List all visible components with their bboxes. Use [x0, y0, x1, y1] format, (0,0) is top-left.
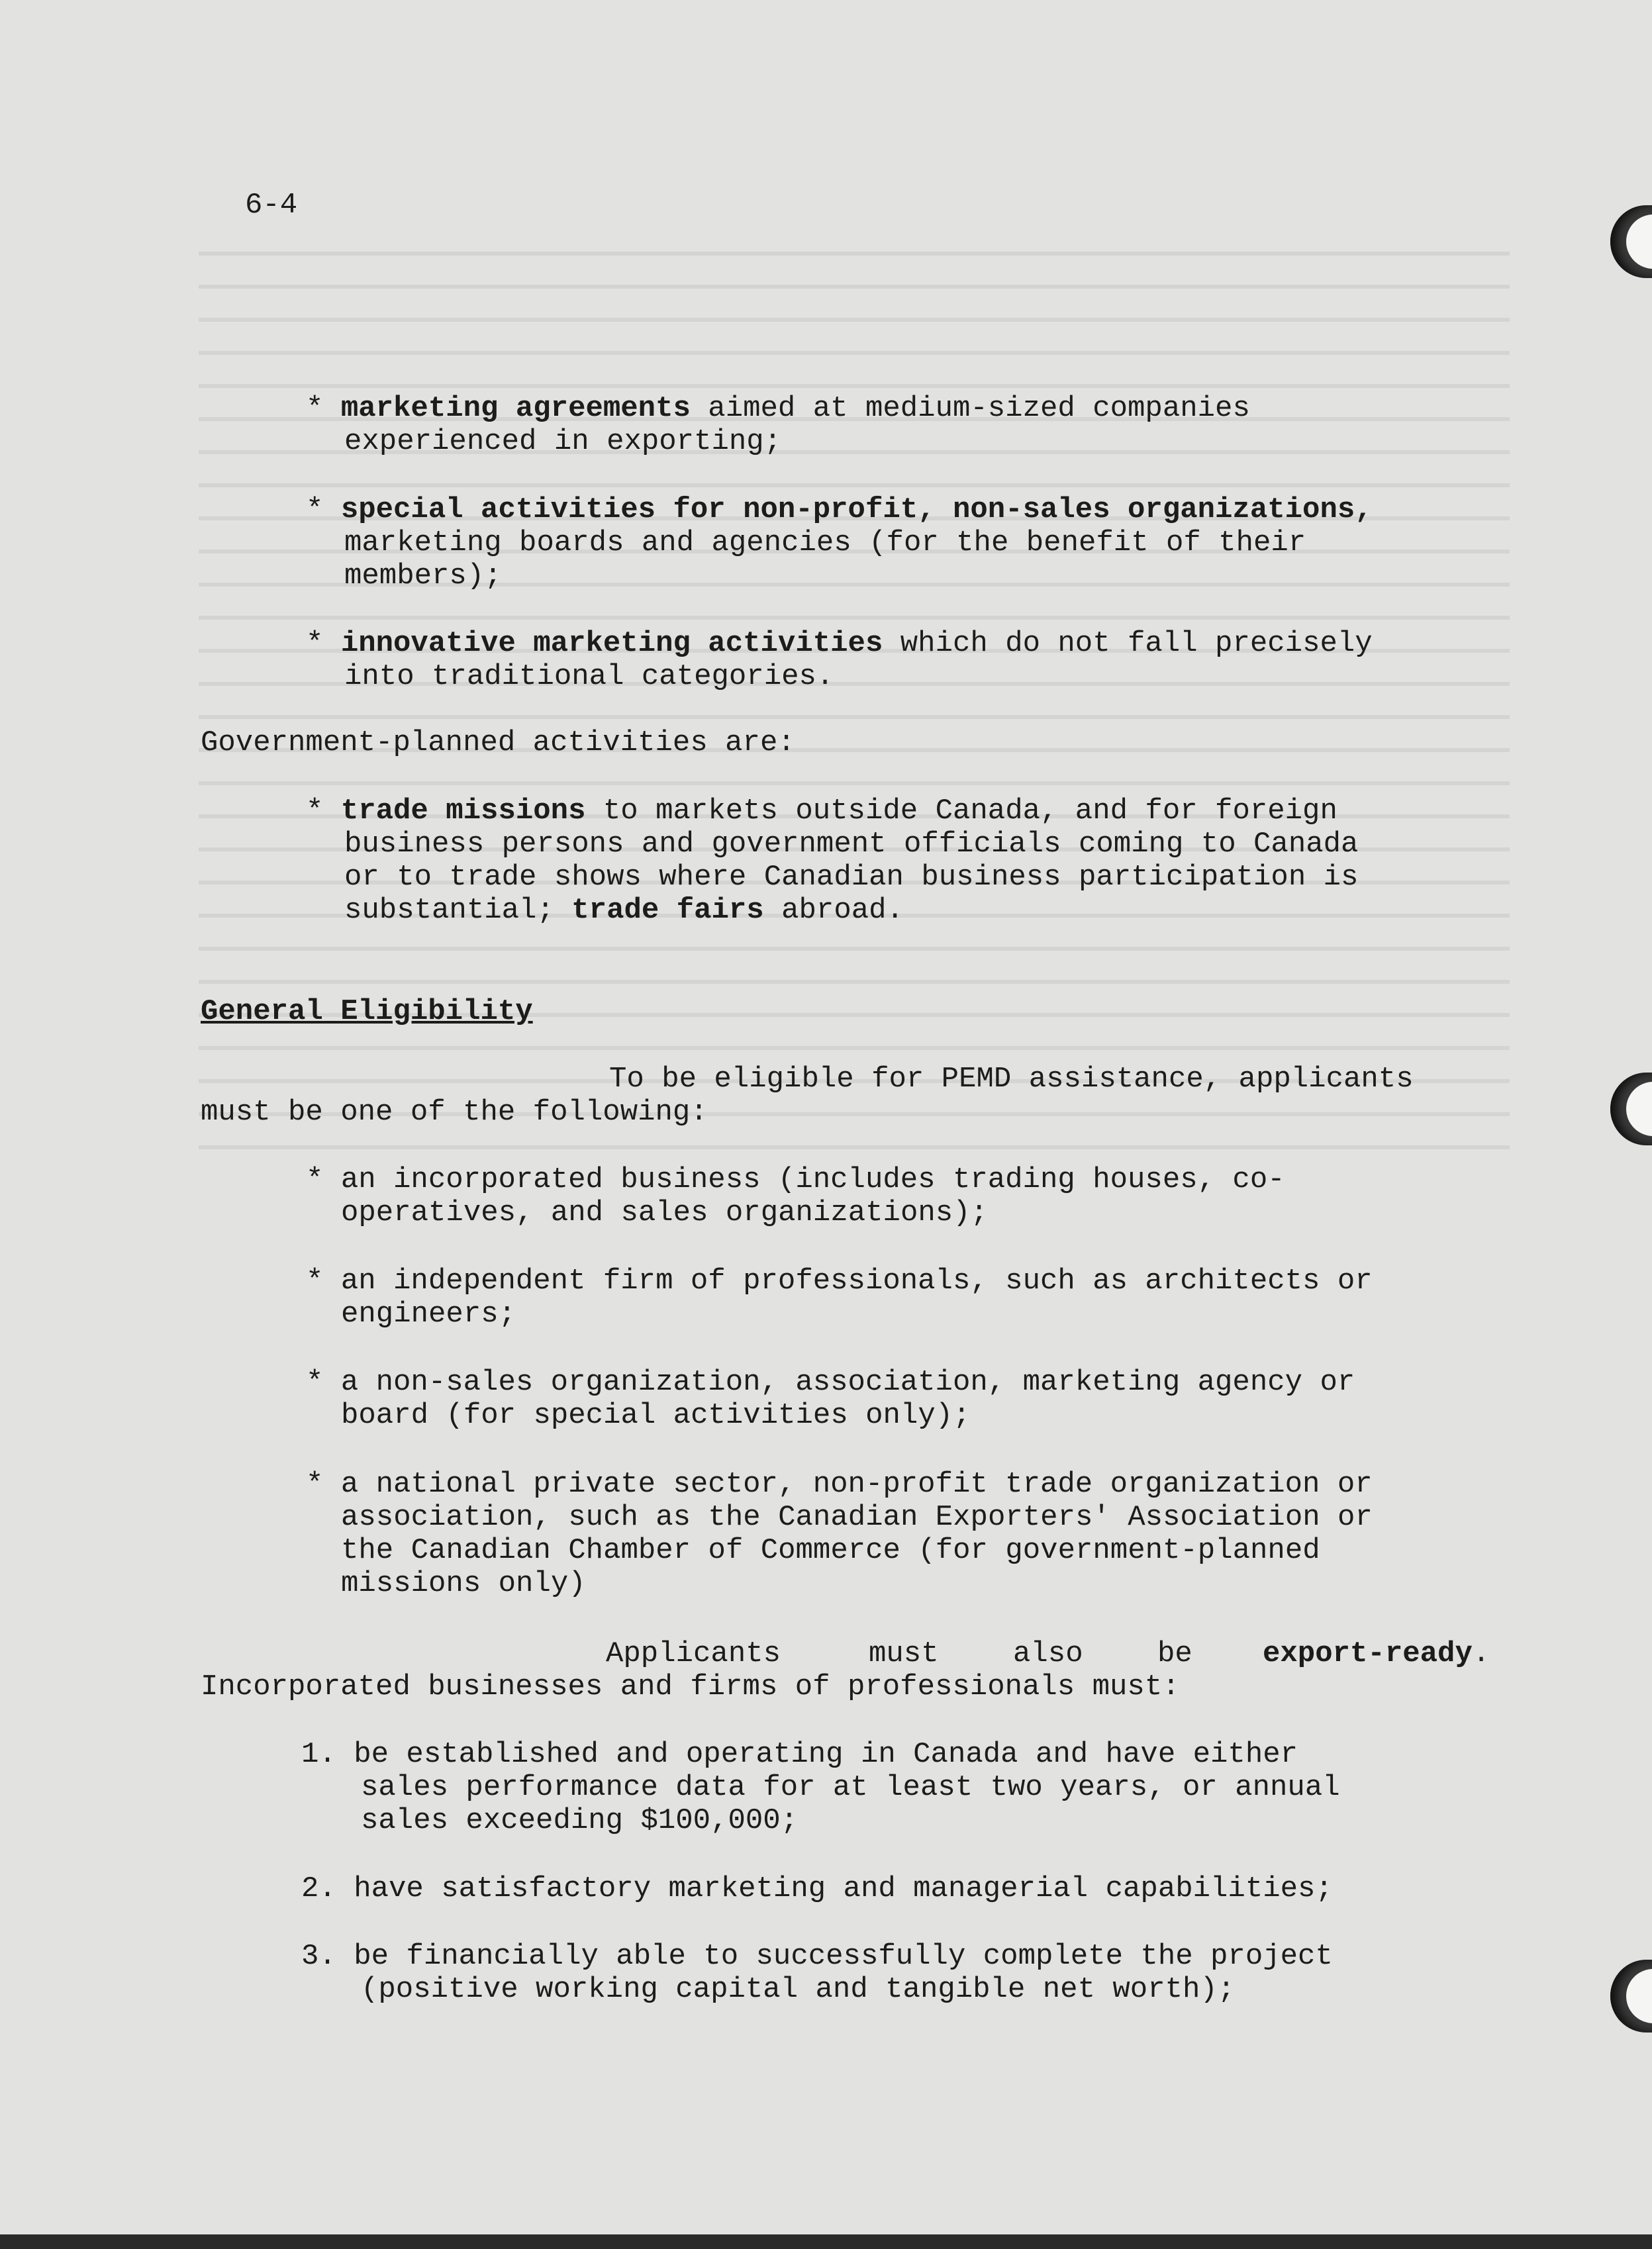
bullet-special-activities: * special activities for non-profit, non-sales organizations,: [306, 493, 1373, 526]
numbered-item-line: sales exceeding $100,000;: [361, 1804, 799, 1837]
page-number: 6-4: [245, 189, 298, 222]
numbered-item-line: sales performance data for at least two years, or annual: [361, 1771, 1340, 1804]
bullet-innovative-marketing: * innovative marketing activities which do not fall precisely: [306, 627, 1373, 660]
eligibility-item-line: board (for special activities only);: [341, 1399, 971, 1432]
punch-hole-top: [1610, 205, 1652, 278]
scan-bottom-edge: [0, 2234, 1652, 2249]
bullet-line: into traditional categories.: [344, 660, 834, 693]
punch-hole-bottom: [1610, 1960, 1652, 2033]
export-ready-word: must: [869, 1637, 939, 1670]
bullet-marketing-agreements: * marketing agreements aimed at medium-sized companies: [306, 392, 1250, 425]
eligibility-paragraph: must be one of the following:: [201, 1096, 708, 1129]
bullet-line: experienced in exporting;: [344, 425, 782, 458]
bullet-line: marketing boards and agencies (for the benefit of their: [344, 526, 1306, 559]
punch-hole-middle: [1610, 1073, 1652, 1145]
bullet-line: business persons and government officials coming to Canada: [344, 828, 1359, 861]
export-ready-word: Applicants: [606, 1637, 781, 1670]
eligibility-item-line: missions only): [341, 1567, 586, 1600]
eligibility-item-line: operatives, and sales organizations);: [341, 1196, 988, 1229]
export-ready-term: export-ready.: [1263, 1637, 1490, 1670]
bullet-line: substantial; trade fairs abroad.: [344, 894, 904, 927]
eligibility-item-line: association, such as the Canadian Exporters' Association or: [341, 1501, 1373, 1534]
export-ready-word: also: [1013, 1637, 1083, 1670]
eligibility-paragraph: To be eligible for PEMD assistance, applicants: [609, 1063, 1414, 1096]
numbered-item-2: 2. have satisfactory marketing and managerial capabilities;: [301, 1872, 1333, 1905]
bleed-through-texture: [199, 252, 1510, 1178]
export-ready-line2: Incorporated businesses and firms of professionals must:: [201, 1670, 1180, 1703]
section-heading-general-eligibility: General Eligibility: [201, 995, 533, 1028]
bullet-line: or to trade shows where Canadian business participation is: [344, 861, 1359, 894]
eligibility-item: * an incorporated business (includes trading houses, co-: [306, 1163, 1285, 1196]
gov-planned-intro: Government-planned activities are:: [201, 726, 795, 759]
eligibility-item: * a national private sector, non-profit trade organization or: [306, 1468, 1373, 1501]
eligibility-item-line: the Canadian Chamber of Commerce (for government-planned: [341, 1534, 1320, 1567]
eligibility-item: * a non-sales organization, association, marketing agency or: [306, 1366, 1355, 1399]
bullet-line: members);: [344, 559, 502, 593]
bullet-trade-missions: * trade missions to markets outside Canada, and for foreign: [306, 794, 1337, 828]
numbered-item-3: 3. be financially able to successfully complete the project: [301, 1940, 1333, 1973]
numbered-item-line: (positive working capital and tangible net worth);: [361, 1973, 1236, 2006]
numbered-item-1: 1. be established and operating in Canada and have either: [301, 1738, 1298, 1771]
eligibility-item: * an independent firm of professionals, such as architects or: [306, 1265, 1373, 1298]
export-ready-word: be: [1157, 1637, 1192, 1670]
eligibility-item-line: engineers;: [341, 1298, 516, 1331]
